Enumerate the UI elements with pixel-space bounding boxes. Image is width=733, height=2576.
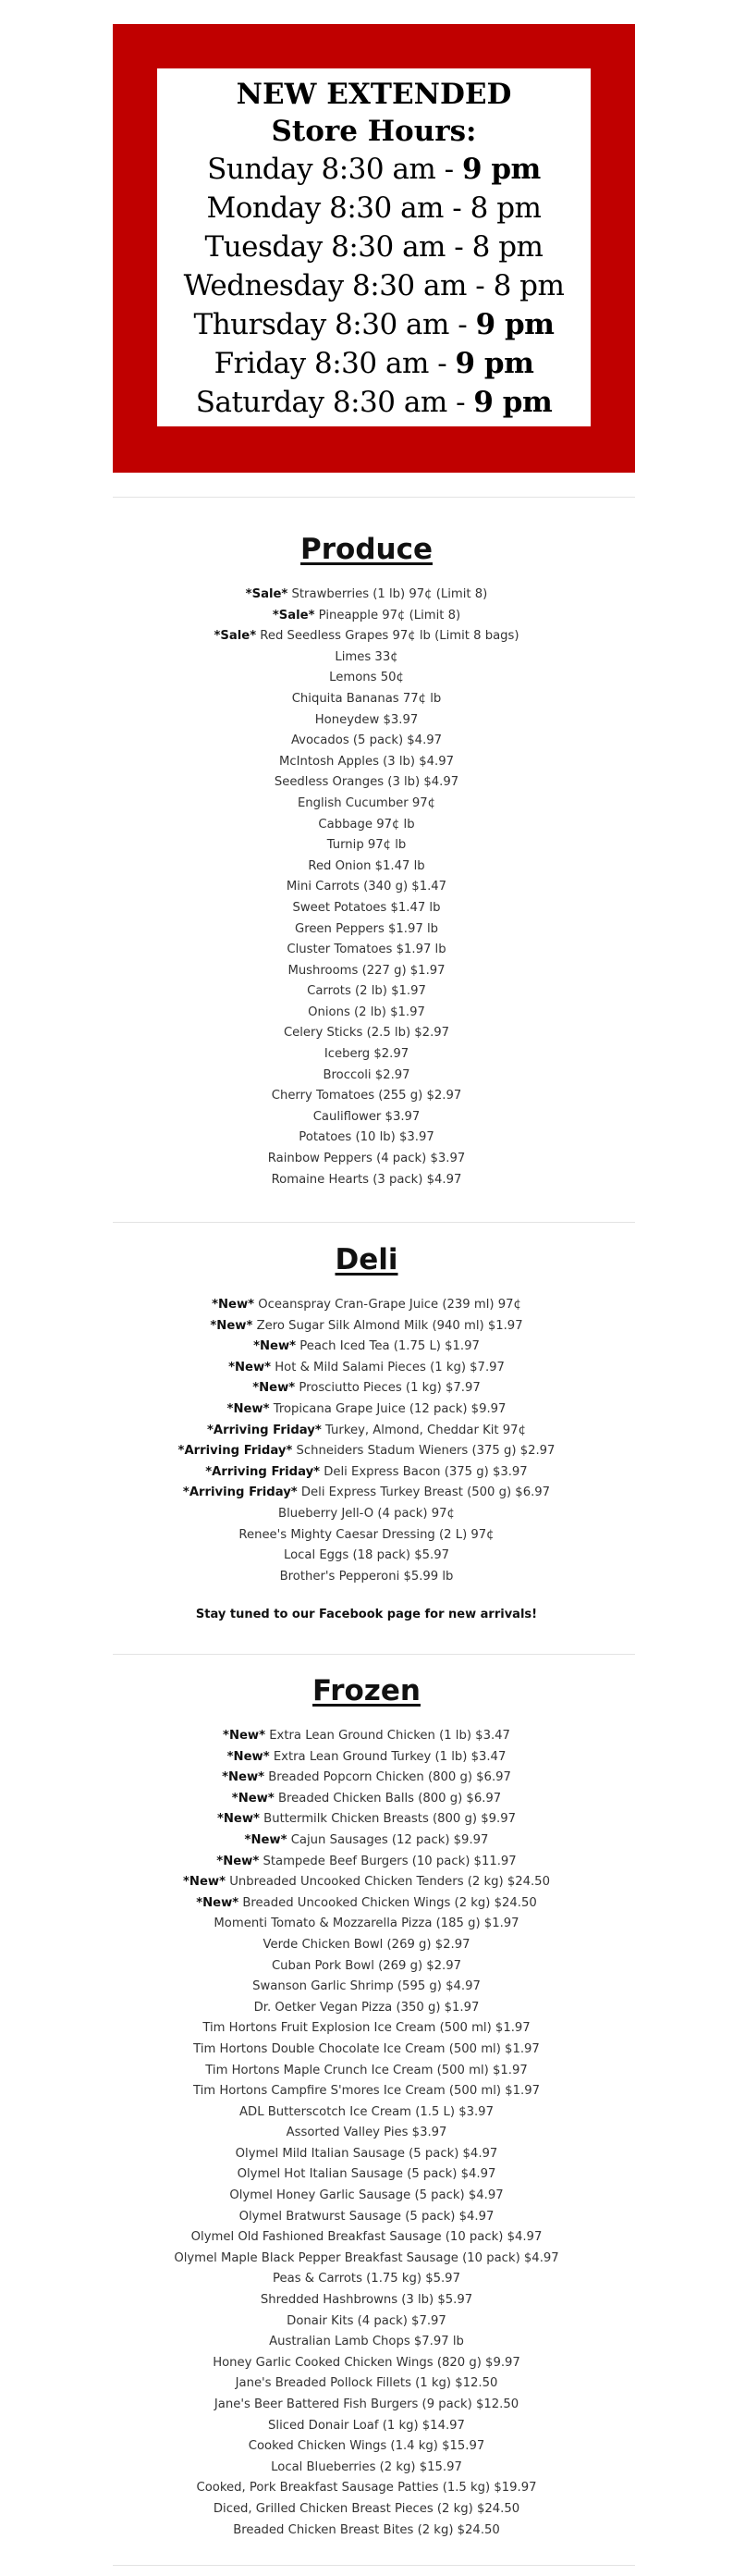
item-text: Peas & Carrots (1.75 kg) $5.97 bbox=[273, 2272, 460, 2286]
item-text: Stampede Beef Burgers (10 pack) $11.97 bbox=[259, 1854, 517, 1868]
list-item bbox=[0, 2102, 733, 2124]
hours-line bbox=[184, 266, 565, 305]
item-tag: *New* bbox=[244, 1832, 287, 1847]
item-text: Iceberg $2.97 bbox=[324, 1047, 409, 1062]
item-text: Limes 33¢ bbox=[335, 649, 398, 664]
item-text: Cooked, Pork Breakfast Sausage Patties (1.5 kg) $19.97 bbox=[196, 2481, 537, 2496]
list-item bbox=[0, 1483, 733, 1504]
item-text: Olymel Mild Italian Sausage (5 pack) $4.97 bbox=[235, 2146, 498, 2161]
list-item bbox=[0, 2269, 733, 2290]
list-item bbox=[0, 2081, 733, 2102]
list-item bbox=[0, 794, 733, 815]
list-item bbox=[0, 2458, 733, 2479]
produce-section bbox=[0, 529, 733, 1190]
divider bbox=[113, 497, 635, 498]
store-hours-panel bbox=[157, 68, 591, 426]
list-item bbox=[0, 815, 733, 836]
hours-line bbox=[184, 305, 565, 344]
item-text: Breaded Popcorn Chicken (800 g) $6.97 bbox=[264, 1770, 511, 1785]
item-tag: *New* bbox=[253, 1339, 297, 1354]
list-item bbox=[0, 1809, 733, 1830]
hours-close-time: 9 pm bbox=[473, 386, 553, 419]
item-text: Onions (2 lb) $1.97 bbox=[308, 1005, 425, 1019]
item-text: Romaine Hearts (3 pack) $4.97 bbox=[271, 1172, 462, 1187]
list-item bbox=[0, 647, 733, 669]
item-tag: *New* bbox=[226, 1749, 270, 1764]
hours-line bbox=[184, 228, 565, 266]
item-text: Tim Hortons Fruit Explosion Ice Cream (500 ml) $1.97 bbox=[202, 2021, 531, 2036]
hours-close-time: 9 pm bbox=[455, 347, 534, 380]
item-tag: *New* bbox=[223, 1729, 266, 1743]
item-tag: *New* bbox=[222, 1770, 265, 1785]
item-text: Olymel Old Fashioned Breakfast Sausage (10 pack) $4.97 bbox=[190, 2230, 543, 2245]
item-text: Potatoes (10 lb) $3.97 bbox=[299, 1130, 434, 1145]
item-text: Avocados (5 pack) $4.97 bbox=[290, 733, 443, 748]
hours-close-time: 8 pm bbox=[471, 230, 544, 264]
item-text: Deli Express Bacon (375 g) $3.97 bbox=[320, 1464, 528, 1479]
list-item bbox=[0, 1295, 733, 1316]
item-text: Verde Chicken Bowl (269 g) $2.97 bbox=[263, 1937, 470, 1952]
item-text: Honey Garlic Cooked Chicken Wings (820 g) $9.97 bbox=[213, 2355, 520, 2370]
item-text: Dr. Oetker Vegan Pizza (350 g) $1.97 bbox=[253, 2000, 480, 2015]
list-item bbox=[0, 1525, 733, 1547]
item-tag: *New* bbox=[210, 1318, 253, 1333]
list-item bbox=[0, 1546, 733, 1567]
list-item bbox=[0, 710, 733, 732]
item-text: Shredded Hashbrowns (3 lb) $5.97 bbox=[260, 2293, 473, 2308]
item-text: English Cucumber 97¢ bbox=[297, 795, 436, 810]
list-item bbox=[0, 2521, 733, 2542]
item-text: Olymel Hot Italian Sausage (5 pack) $4.97 bbox=[237, 2167, 496, 2182]
item-text: Turkey, Almond, Cheddar Kit 97¢ bbox=[321, 1423, 526, 1437]
item-text: Strawberries (1 lb) 97¢ (Limit 8) bbox=[287, 587, 488, 601]
item-tag: *New* bbox=[183, 1875, 226, 1890]
item-text: Cajun Sausages (12 pack) $9.97 bbox=[287, 1832, 489, 1847]
item-text: Cuban Pork Bowl (269 g) $2.97 bbox=[271, 1958, 462, 1973]
list-item bbox=[0, 1023, 733, 1044]
item-tag: *New* bbox=[217, 1812, 260, 1827]
list-item bbox=[0, 1316, 733, 1337]
item-text: Extra Lean Ground Chicken (1 lb) $3.47 bbox=[265, 1729, 510, 1743]
frozen-title: Frozen bbox=[312, 1674, 421, 1707]
list-item bbox=[0, 2478, 733, 2499]
hours-day-open: Friday 8:30 am - bbox=[214, 347, 456, 380]
item-tag: *New* bbox=[212, 1298, 255, 1312]
deli-section bbox=[0, 1239, 733, 1621]
list-item bbox=[0, 1914, 733, 1935]
item-text: Breaded Chicken Breast Bites (2 kg) $24.50 bbox=[233, 2522, 500, 2537]
list-item bbox=[0, 1086, 733, 1107]
list-item bbox=[0, 981, 733, 1003]
item-text: Cooked Chicken Wings (1.4 kg) $15.97 bbox=[248, 2439, 485, 2454]
hours-title-line1: NEW EXTENDED bbox=[236, 78, 512, 111]
item-tag: *New* bbox=[231, 1791, 275, 1806]
list-item bbox=[0, 919, 733, 941]
divider bbox=[113, 1222, 635, 1223]
frozen-list bbox=[0, 1726, 733, 2541]
list-item bbox=[0, 2227, 733, 2249]
divider bbox=[113, 2565, 635, 2566]
list-item bbox=[0, 585, 733, 606]
list-item bbox=[0, 961, 733, 982]
list-item bbox=[0, 1128, 733, 1149]
list-item bbox=[0, 2123, 733, 2144]
list-item bbox=[0, 2164, 733, 2186]
list-item bbox=[0, 2373, 733, 2395]
list-item bbox=[0, 1504, 733, 1525]
item-text: Lemons 50¢ bbox=[329, 671, 404, 685]
list-item bbox=[0, 2061, 733, 2082]
list-item bbox=[0, 1421, 733, 1442]
list-item bbox=[0, 2416, 733, 2437]
item-text: Carrots (2 lb) $1.97 bbox=[307, 984, 426, 999]
item-text: Turnip 97¢ lb bbox=[326, 838, 407, 853]
item-text: Extra Lean Ground Turkey (1 lb) $3.47 bbox=[269, 1749, 507, 1764]
item-tag: *Arriving Friday* bbox=[205, 1464, 321, 1479]
deli-title: Deli bbox=[335, 1243, 398, 1276]
store-hours-banner bbox=[113, 24, 635, 473]
item-text: Mushrooms (227 g) $1.97 bbox=[287, 963, 446, 978]
hours-line bbox=[184, 344, 565, 383]
list-item bbox=[0, 2040, 733, 2061]
list-item bbox=[0, 606, 733, 627]
item-text: Breaded Chicken Balls (800 g) $6.97 bbox=[274, 1791, 502, 1806]
item-text: Unbreaded Uncooked Chicken Tenders (2 kg) $24.50 bbox=[226, 1875, 550, 1890]
item-text: Jane's Beer Battered Fish Burgers (9 pack) $12.50 bbox=[214, 2397, 519, 2411]
item-text: Blueberry Jell-O (4 pack) 97¢ bbox=[278, 1506, 455, 1521]
list-item bbox=[0, 2290, 733, 2311]
item-text: Deli Express Turkey Breast (500 g) $6.97 bbox=[297, 1485, 551, 1500]
item-text: Jane's Breaded Pollock Fillets (1 kg) $12.50 bbox=[235, 2376, 498, 2391]
list-item bbox=[0, 1935, 733, 1956]
item-text: Prosciutto Pieces (1 kg) $7.97 bbox=[295, 1381, 481, 1396]
facebook-note: Stay tuned to our Facebook page for new arrivals! bbox=[195, 1608, 538, 1622]
list-item bbox=[0, 1977, 733, 1998]
list-item bbox=[0, 1337, 733, 1358]
list-item bbox=[0, 1567, 733, 1588]
list-item bbox=[0, 1956, 733, 1978]
item-text: Zero Sugar Silk Almond Milk (940 ml) $1.97 bbox=[252, 1318, 523, 1333]
list-item bbox=[0, 1044, 733, 1066]
item-text: Oceanspray Cran-Grape Juice (239 ml) 97¢ bbox=[254, 1298, 521, 1312]
item-text: Cluster Tomatoes $1.97 lb bbox=[287, 943, 446, 957]
item-text: Cabbage 97¢ lb bbox=[318, 817, 415, 832]
list-item bbox=[0, 626, 733, 647]
item-text: Hot & Mild Salami Pieces (1 kg) $7.97 bbox=[271, 1360, 505, 1374]
hours-title-line2: Store Hours: bbox=[271, 115, 477, 148]
list-item bbox=[0, 877, 733, 898]
list-item bbox=[0, 1149, 733, 1170]
list-item bbox=[0, 835, 733, 857]
list-item bbox=[0, 668, 733, 689]
hours-line bbox=[184, 189, 565, 228]
item-text: Broccoli $2.97 bbox=[323, 1067, 410, 1082]
hours-list bbox=[184, 150, 565, 422]
item-tag: *New* bbox=[252, 1381, 296, 1396]
hours-close-time: 8 pm bbox=[493, 269, 565, 302]
item-text: Olymel Bratwurst Sausage (5 pack) $4.97 bbox=[238, 2209, 495, 2224]
hours-day-open: Saturday 8:30 am - bbox=[195, 386, 474, 419]
list-item bbox=[0, 857, 733, 878]
hours-close-time: 8 pm bbox=[470, 191, 542, 225]
list-item bbox=[0, 2186, 733, 2207]
list-item bbox=[0, 1726, 733, 1747]
deli-list bbox=[0, 1295, 733, 1587]
list-item bbox=[0, 731, 733, 752]
item-text: Local Blueberries (2 kg) $15.97 bbox=[271, 2459, 462, 2474]
list-item bbox=[0, 1003, 733, 1024]
item-tag: *Sale* bbox=[272, 608, 315, 622]
item-text: Olymel Maple Black Pepper Breakfast Sausage (10 pack) $4.97 bbox=[174, 2250, 559, 2265]
item-tag: *Sale* bbox=[214, 629, 257, 644]
list-item bbox=[0, 2249, 733, 2270]
hours-day-open: Tuesday 8:30 am - bbox=[204, 230, 472, 264]
list-item bbox=[0, 1768, 733, 1789]
frozen-section bbox=[0, 1670, 733, 2541]
list-item bbox=[0, 2018, 733, 2040]
list-item bbox=[0, 898, 733, 919]
list-item bbox=[0, 2332, 733, 2353]
list-item bbox=[0, 1066, 733, 1087]
item-tag: *New* bbox=[196, 1895, 239, 1910]
list-item bbox=[0, 1399, 733, 1421]
item-text: Local Eggs (18 pack) $5.97 bbox=[283, 1548, 450, 1563]
item-text: Peach Iced Tea (1.75 L) $1.97 bbox=[296, 1339, 480, 1354]
item-tag: *Sale* bbox=[245, 587, 288, 601]
list-item bbox=[0, 1107, 733, 1128]
list-item bbox=[0, 2395, 733, 2416]
item-text: Rainbow Peppers (4 pack) $3.97 bbox=[267, 1152, 466, 1166]
hours-close-time: 9 pm bbox=[462, 153, 541, 186]
list-item bbox=[0, 772, 733, 794]
divider bbox=[113, 1654, 635, 1655]
item-text: Buttermilk Chicken Breasts (800 g) $9.97 bbox=[259, 1812, 516, 1827]
hours-day-open: Wednesday 8:30 am - bbox=[183, 269, 494, 302]
item-text: Momenti Tomato & Mozzarella Pizza (185 g) $1.97 bbox=[214, 1917, 519, 1931]
item-text: Tropicana Grape Juice (12 pack) $9.97 bbox=[269, 1401, 507, 1416]
item-text: Donair Kits (4 pack) $7.97 bbox=[287, 2313, 446, 2328]
hours-line bbox=[184, 383, 565, 422]
produce-title: Produce bbox=[300, 533, 433, 566]
hours-close-time: 9 pm bbox=[475, 308, 555, 341]
item-text: Honeydew $3.97 bbox=[314, 712, 419, 727]
list-item bbox=[0, 2207, 733, 2228]
item-text: Pineapple 97¢ (Limit 8) bbox=[314, 608, 461, 622]
list-item bbox=[0, 1789, 733, 1810]
list-item bbox=[0, 752, 733, 773]
item-text: Seedless Oranges (3 lb) $4.97 bbox=[274, 775, 459, 790]
item-text: Schneiders Stadum Wieners (375 g) $2.97 bbox=[292, 1444, 556, 1459]
list-item bbox=[0, 2499, 733, 2521]
item-text: Olymel Honey Garlic Sausage (5 pack) $4.97 bbox=[229, 2188, 504, 2203]
item-text: Brother's Pepperoni $5.99 lb bbox=[279, 1569, 454, 1584]
list-item bbox=[0, 689, 733, 710]
item-text: Red Seedless Grapes 97¢ lb (Limit 8 bags) bbox=[256, 629, 519, 644]
list-item bbox=[0, 2436, 733, 2458]
list-item bbox=[0, 1893, 733, 1915]
hours-day-open: Thursday 8:30 am - bbox=[193, 308, 476, 341]
item-tag: *Arriving Friday* bbox=[207, 1423, 322, 1437]
item-text: Red Onion $1.47 lb bbox=[308, 858, 425, 873]
list-item bbox=[0, 2144, 733, 2165]
list-item bbox=[0, 2353, 733, 2374]
list-item bbox=[0, 1872, 733, 1893]
list-item bbox=[0, 1441, 733, 1462]
item-text: ADL Butterscotch Ice Cream (1.5 L) $3.97 bbox=[239, 2104, 494, 2119]
hours-line bbox=[184, 150, 565, 189]
list-item bbox=[0, 1378, 733, 1399]
produce-list bbox=[0, 585, 733, 1190]
item-tag: *New* bbox=[226, 1401, 270, 1416]
list-item bbox=[0, 1830, 733, 1852]
item-text: Sweet Potatoes $1.47 lb bbox=[292, 900, 441, 915]
item-text: Mini Carrots (340 g) $1.47 bbox=[286, 880, 447, 894]
hours-day-open: Monday 8:30 am - bbox=[206, 191, 470, 225]
item-text: Celery Sticks (2.5 lb) $2.97 bbox=[283, 1026, 450, 1041]
item-text: Breaded Uncooked Chicken Wings (2 kg) $24.50 bbox=[238, 1895, 537, 1910]
item-tag: *Arriving Friday* bbox=[177, 1444, 293, 1459]
list-item bbox=[0, 1462, 733, 1484]
list-item bbox=[0, 1358, 733, 1379]
item-text: Tim Hortons Campfire S'mores Ice Cream (500 ml) $1.97 bbox=[192, 2084, 540, 2099]
item-text: Chiquita Bananas 77¢ lb bbox=[291, 691, 442, 706]
item-text: Australian Lamb Chops $7.97 lb bbox=[269, 2335, 464, 2349]
item-tag: *New* bbox=[216, 1854, 260, 1868]
item-text: McIntosh Apples (3 lb) $4.97 bbox=[279, 754, 454, 769]
item-text: Diced, Grilled Chicken Breast Pieces (2 kg) $24.50 bbox=[213, 2501, 520, 2516]
item-text: Tim Hortons Maple Crunch Ice Cream (500 ml) $1.97 bbox=[205, 2063, 528, 2077]
item-tag: *New* bbox=[228, 1360, 272, 1374]
item-text: Sliced Donair Loaf (1 kg) $14.97 bbox=[268, 2418, 465, 2433]
item-text: Renee's Mighty Caesar Dressing (2 L) 97¢ bbox=[238, 1527, 495, 1542]
item-text: Tim Hortons Double Chocolate Ice Cream (500 ml) $1.97 bbox=[193, 2041, 540, 2056]
item-text: Assorted Valley Pies $3.97 bbox=[286, 2126, 447, 2140]
item-tag: *Arriving Friday* bbox=[182, 1485, 298, 1500]
list-item bbox=[0, 940, 733, 961]
list-item bbox=[0, 1852, 733, 1873]
item-text: Swanson Garlic Shrimp (595 g) $4.97 bbox=[252, 1979, 481, 1994]
item-text: Cherry Tomatoes (255 g) $2.97 bbox=[271, 1089, 462, 1103]
list-item bbox=[0, 1170, 733, 1191]
list-item bbox=[0, 1747, 733, 1769]
item-text: Green Peppers $1.97 lb bbox=[294, 921, 439, 936]
hours-day-open: Sunday 8:30 am - bbox=[207, 153, 463, 186]
list-item bbox=[0, 1998, 733, 2019]
list-item bbox=[0, 2311, 733, 2333]
item-text: Cauliflower $3.97 bbox=[312, 1109, 421, 1124]
